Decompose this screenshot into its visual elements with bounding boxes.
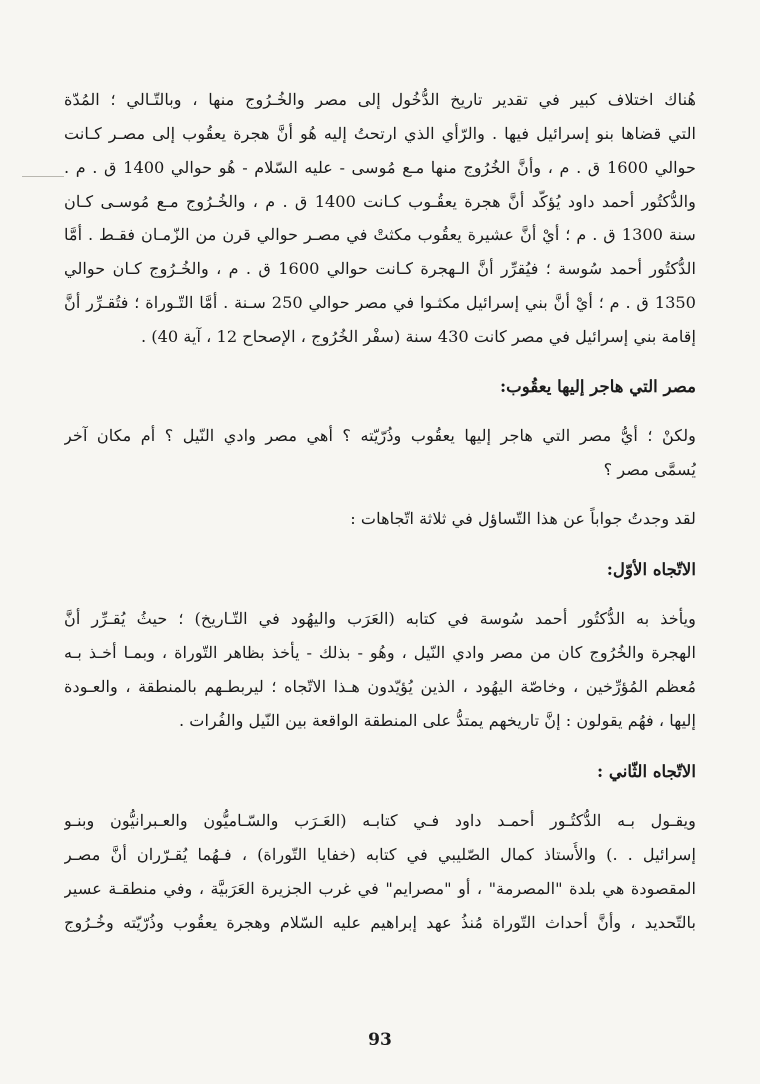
paragraph-line: 1350 ق . م ؛ أيْ أنَّ بني إسرائيل مكثـوا في مصر حوالي 250 سـنة . أمَّا التّـوراة ؛ فتُقـرِّر أنَّ (64, 293, 696, 312)
margin-mark (22, 176, 64, 177)
section-heading: مصر التي هاجر إليها يعقُوب: (500, 376, 696, 396)
section-heading: الاتّجاه الأوّل: (606, 559, 696, 579)
paragraph-line: لقد وجدتُ جواباً عن هذا التّساؤل في ثلاثة اتّجاهات : (350, 509, 696, 528)
paragraph-line: إسرائيل . .) والأُستاذ كمال الصّليبي في كتابه (خفايا التّوراة) ، فـهُما يُقـرّران أنَّ مصـر (64, 845, 696, 864)
paragraph-line: يُسمَّى مصر ؟ (603, 460, 696, 479)
paragraph-line: هُناك اختلاف كبير في تقدير تاريخ الدُّخُول إلى مصر والخُـرُوج منها ، وبالتّـالي ؛ المُدّة (64, 90, 696, 109)
paragraph-line: الهجرة والخُرُوج كان من مصر وادي النّيل ، وهُو - بذلك - يأخذ بظاهر التّوراة ، وبمـا أخـذ بـه (64, 643, 696, 662)
paragraph-line: إليها ، فهُم يقولون : إنَّ تاريخهم يمتدُّ على المنطقة الواقعة بين النّيل والفُرات . (179, 711, 696, 730)
paragraph-line: مُعظم المُؤرِّخين ، وخاصّة اليهُود ، الذين يُؤيّدون هـذا الاتّجاه ؛ ليربطـهم بالمنطقة ، والعـودة (64, 677, 696, 696)
paragraph-line: الدُّكتُور أحمد سُوسة ؛ فيُقرِّر أنَّ الـهجرة كـانت حوالي 1600 ق . م ، والخُـرُوج كـان حوالي (64, 259, 696, 278)
section-heading: الاتّجاه الثّاني : (596, 761, 696, 781)
paragraph-line: بالتّحديد ، وأنَّ أحداث التّوراة مُنذُ عهد إبراهيم عليه السّلام وهجرة يعقُوب وذُرّيّته وخُـرُوج (64, 913, 696, 932)
paragraph-line: سنة 1300 ق . م ؛ أيْ أنَّ عشيرة يعقُوب مكثتْ في مصـر حوالي قرن من الزّمـان فقـط . أمَّا (64, 225, 696, 244)
page-number: 93 (368, 1030, 392, 1050)
paragraph-line: إقامة بني إسرائيل في مصر كانت 430 سنة (سفْر الخُرُوج ، الإصحاح 12 ، آية 40) . (140, 327, 696, 346)
paragraph-line: ولكنْ ؛ أيُّ مصر التي هاجر إليها يعقُوب وذُرّيّته ؟ أهي مصر وادي النّيل ؟ أم مكان آخر (64, 426, 696, 445)
paragraph-line: التي قضاها بنو إسرائيل فيها . والرّأي الذي ارتحتُ إليه هُو أنَّ هجرة يعقُوب إلى مصـر كـانت (64, 124, 696, 143)
paragraph-line: والدُّكتُور أحمد داود يُؤكّد أنَّ هجرة يعقُـوب كـانت 1400 ق . م ، والخُـرُوج مـع مُوسـى كـان (64, 192, 696, 211)
paragraph-line: المقصودة هي بلدة "المصرمة" ، أو "مصرايم" في غرب الجزيرة العَرَبيَّة ، وفي منطقـة عسير (64, 879, 696, 898)
paragraph-line: ويأخذ به الدُّكتُور أحمد سُوسة في كتابه (العَرَب واليهُود في التّـاريخ) ؛ حيثُ يُقـرِّر أنَّ (64, 609, 696, 628)
paragraph-line: حوالي 1600 ق . م ، وأنَّ الخُرُوج منها مـع مُوسى - عليه السّلام - هُو حوالي 1400 ق . م . (64, 158, 696, 177)
paragraph-line: ويقـول بـه الدُّكتُـور أحمـد داود فـي كتابـه (العَـرَب والسّـاميُّون والعـبرانيُّون وبنـو (64, 811, 696, 830)
